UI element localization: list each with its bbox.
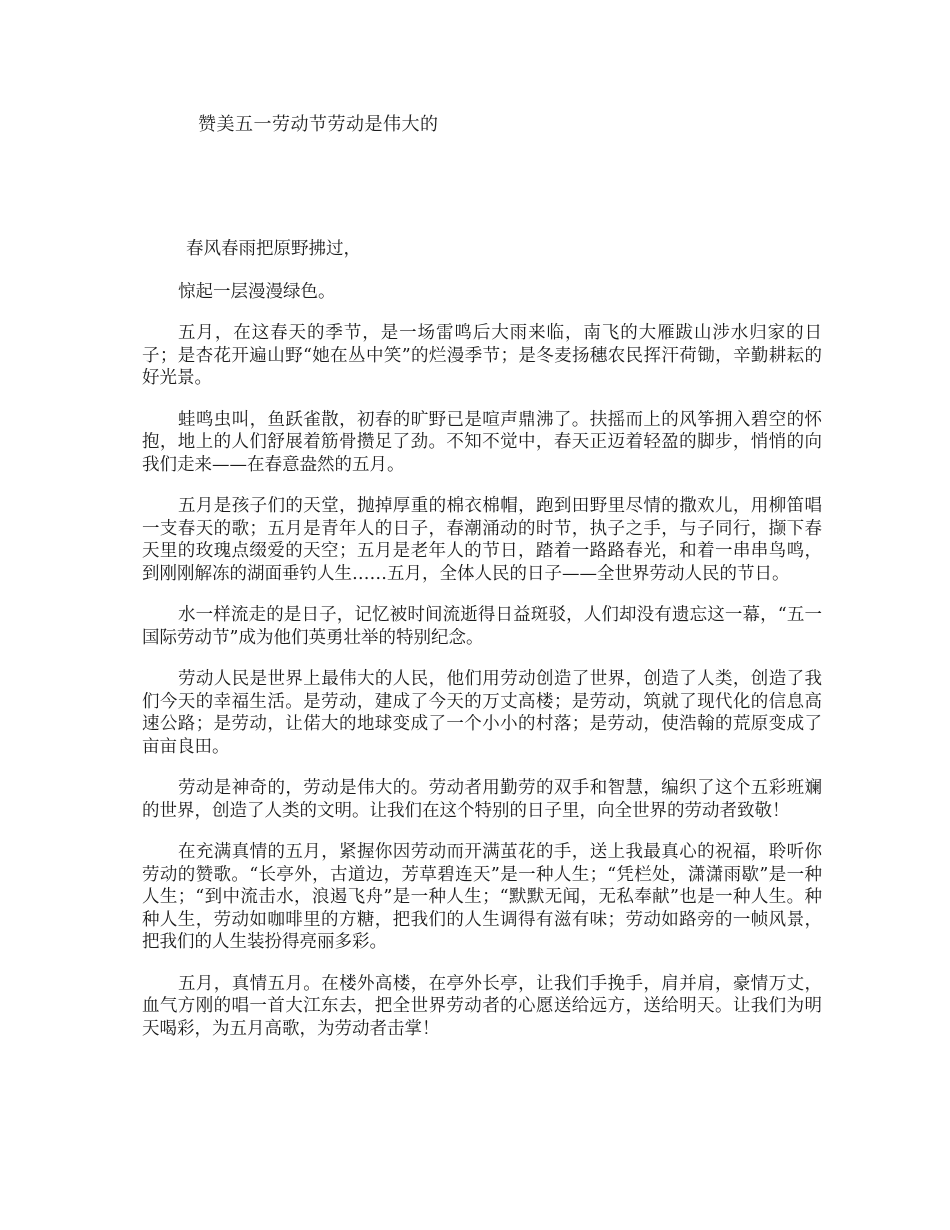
paragraph-2: 惊起一层漫漫绿色。 [178, 281, 336, 302]
paragraph-10: 五月，真情五月。在楼外高楼，在亭外长亭，让我们手挽手，肩并肩，豪情万丈，血气方刚的唱一首大江东去，把全世界劳动者的心愿送给远方，送给明天。让我们为明天喝彩，为五月高歌，为劳动者击掌！ [142, 973, 822, 1039]
paragraph-4: 蛙鸣虫叫，鱼跃雀散，初春的旷野已是喧声鼎沸了。扶摇而上的风筝拥入碧空的怀抱，地上的人们舒展着筋骨攒足了劲。不知不觉中，春天正迈着轻盈的脚步，悄悄的向我们走来——在春意盎然的五月。 [142, 409, 822, 475]
paragraph-8: 劳动是神奇的，劳动是伟大的。劳动者用勤劳的双手和智慧，编织了这个五彩班斓的世界，创造了人类的文明。让我们在这个特别的日子里，向全世界的劳动者致敬！ [142, 778, 822, 821]
paragraph-1: 春风春雨把原野拂过， [186, 239, 361, 259]
paragraph-6: 水一样流走的是日子，记忆被时间流逝得日益斑驳，人们却没有遗忘这一幕，“五一国际劳动节”成为他们英勇壮举的特别纪念。 [142, 605, 822, 648]
paragraph-3: 五月，在这春天的季节，是一场雷鸣后大雨来临，南飞的大雁跋山涉水归家的日子；是杏花开遍山野“她在丛中笑”的烂漫季节；是冬麦扬穗农民挥汗荷锄，辛勤耕耘的好光景。 [142, 323, 822, 388]
document-title: 赞美五一劳动节劳动是伟大的 [198, 114, 439, 135]
paragraph-5: 五月是孩子们的天堂，抛掉厚重的棉衣棉帽，跑到田野里尽情的撒欢儿，用柳笛唱一支春天的歌；五月是青年人的日子，春潮涌动的时节，执子之手，与子同行，撷下春天里的玫瑰点缀爱的天空；五月是老年人的节日，踏着一路路春光，和着一串串鸟鸣，到刚刚解冻的湖面垂钓人生……五月，全体人民的日子——全世界劳动人民的节日。 [142, 496, 822, 584]
document-body [142, 238, 822, 1059]
paragraph-7: 劳动人民是世界上最伟大的人民，他们用劳动创造了世界，创造了人类，创造了我们今天的幸福生活。是劳动，建成了今天的万丈高楼；是劳动，筑就了现代化的信息高速公路；是劳动，让偌大的地球变成了一个小小的村落；是劳动，使浩翰的荒原变成了亩亩良田。 [142, 669, 822, 757]
paragraph-9: 在充满真情的五月，紧握你因劳动而开满茧花的手，送上我最真心的祝福，聆听你劳动的赞歌。“长亭外，古道边，芳草碧连天”是一种人生；“凭栏处，潇潇雨歇”是一种人生；“到中流击水，浪遏飞舟”是一种人生；“默默无闻，无私奉献”也是一种人生。种种人生，劳动如咖啡里的方糖，把我们的人生调得有滋有味；劳动如路旁的一帧风景，把我们的人生装扮得亮丽多彩。 [142, 842, 822, 952]
